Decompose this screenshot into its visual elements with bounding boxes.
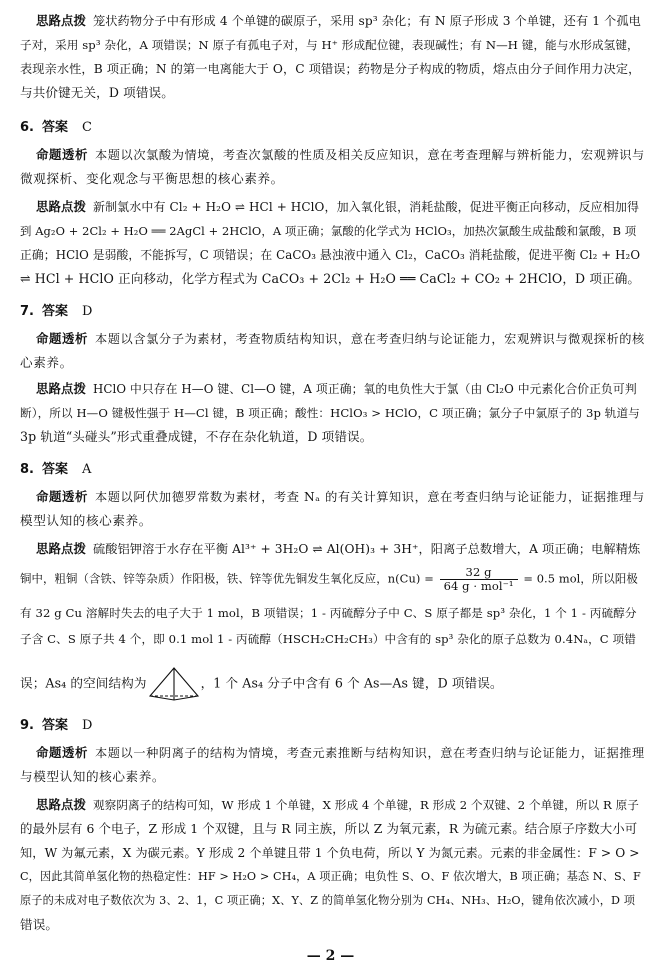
ncu-fraction: [440, 566, 518, 593]
q7-si-label: 思路点拨: [36, 381, 86, 396]
q7-si-line-2: 断），所以 H—O 键极性强于 H—Cl 键，B 项正确；酸性：HClO₃ > HClO，C 项正确；氯分子中氯原子的 3p 轨道与: [20, 406, 640, 420]
q5-si-line-1: 思路点拨 笼状药物分子中有形成 4 个单键的碳原子，采用 sp³ 杂化；有 N 原子形成 3 个单键，还有 1 个孤电: [36, 13, 641, 28]
q6-si-line-4: ⇌ HCl + HClO 正向移动，化学方程式为 CaCO₃ + 2Cl₂ + H₂O ══ CaCl₂ + CO₂ + 2HClO，D 项正确。: [20, 271, 641, 286]
as4-tetrahedron-diagram: [147, 666, 201, 702]
q6-answer-label: 答案: [41, 120, 68, 135]
q6-tou-line-2: 微观探析、变化观念与平衡思想的核心素养。: [20, 171, 284, 186]
q7-si-line-1: 思路点拨 HClO 中只存在 H—O 键、Cl—O 键，A 项正确；氧的电负性大于氯（由 Cl₂O 中元素化合价正负可判: [36, 381, 637, 396]
q6-si-line-1: 思路点拨 新制氯水中有 Cl₂ + H₂O ⇌ HCl + HClO，加入氧化银，消耗盐酸，促进平衡正向移动，反应相加得: [36, 199, 640, 214]
q5-si-label: 思路点拨: [36, 13, 86, 28]
q9-heading: [20, 714, 92, 733]
q8-tou-label: 命题透析: [36, 489, 88, 504]
q9-si-line-2: 的最外层有 6 个电子，Z 形成 1 个双键，且与 R 同主族，所以 Z 为氧元素，R 为硫元素。结合原子序数大小可: [20, 821, 638, 836]
q8-number: 8.: [20, 462, 34, 477]
page-number: — 2 —: [306, 948, 355, 964]
q6-tou-line-1: 命题透析 本题以次氯酸为情境，考查次氯酸的性质及相关反应知识，意在考查理解与辨析能力，宏观辨识与: [36, 147, 645, 162]
q6-number: 6.: [20, 120, 34, 135]
q8-answer: A: [82, 462, 92, 477]
q9-si-label: 思路点拨: [36, 797, 86, 812]
fraction-numerator: 32 g: [440, 566, 518, 580]
q8-tou-line-2: 模型认知的核心素养。: [20, 513, 152, 528]
q7-answer: D: [82, 304, 93, 319]
q7-tou-line-2: 心素养。: [20, 355, 73, 370]
q8-tou-line-1: 命题透析 本题以阿伏加德罗常数为素材，考查 Nₐ 的有关计算知识，意在考查归纳与论证能力，证据推理与: [36, 489, 645, 504]
q8-si-line-2: 铜中，粗铜（含铁、锌等杂质）作阳极，铁、锌等优先铜发生氧化反应，n(Cu) = $\frac{32 g}{\text{64 g · mol⁻¹}}$ = 0.5 mol，所以阳极: [20, 565, 638, 593]
q5-si-line-3: 表现亲水性，B 项正确；N 的第一电离能大于 O，C 项错误；药物是分子构成的物质，熔点由分子间作用力决定，: [20, 62, 641, 76]
q5-si-line-2: 子对，采用 sp³ 杂化，A 项错误；N 原子有孤电子对，与 H⁺ 形成配位键，表现碱性；有 N—H 键，能与水形成氢键，: [20, 38, 639, 52]
q9-si-line-3: 知，W 为氟元素，X 为碳元素。Y 形成 2 个单键且带 1 个负电荷，所以 Y 为氮元素。元素的非金属性：F > O >: [20, 846, 640, 860]
q9-answer: D: [82, 718, 93, 733]
q6-tou-label: 命题透析: [36, 147, 88, 162]
q9-si-line-6: 错误。: [20, 917, 59, 932]
q8-answer-label: 答案: [41, 462, 68, 477]
q6-si-label: 思路点拨: [36, 199, 86, 214]
q8-si-line-5: 误；As₄ 的空间结构为 ，1 个 As₄ 分子中含有 6 个 As—As 键，D 项错误。: [20, 666, 645, 702]
q9-si-line-4: C，因此其简单氢化物的热稳定性：HF > H₂O > CH₄，A 项正确；电负性 S、O、F 依次增大，B 项正确；基态 N、S、F: [20, 870, 641, 883]
q8-heading: [20, 458, 91, 477]
q9-number: 9.: [20, 718, 34, 733]
q7-number: 7.: [20, 304, 34, 319]
q7-si-line-3: 3p 轨道“头碰头”形式重叠成键，不存在杂化轨道，D 项错误。: [20, 429, 373, 444]
q9-tou-line-2: 与模型认知的核心素养。: [20, 769, 166, 784]
q7-answer-label: 答案: [41, 304, 68, 319]
q7-heading: [20, 300, 92, 319]
q6-si-line-2: 到 Ag₂O + 2Cl₂ + H₂O ══ 2AgCl + 2HClO，A 项正确；氯酸的化学式为 HClO₃，加热次氯酸生成盐酸和氯酸，B 项: [20, 224, 637, 238]
q9-si-line-1: 思路点拨 观察阴离子的结构可知，W 形成 1 个单键，X 形成 4 个单键，R 形成 2 个双键、2 个单键，所以 R 原子: [36, 797, 639, 812]
q7-tou-label: 命题透析: [36, 331, 88, 346]
q6-answer: C: [82, 120, 92, 135]
q5-si-line-4: 与共价键无关，D 项错误。: [20, 85, 174, 100]
q8-si-line-4: 子含 C、S 原子共 4 个，即 0.1 mol 1 - 丙硫醇（HSCH₂CH₂CH₃）中含有的 sp³ 杂化的原子总数为 0.4Nₐ，C 项错: [20, 632, 636, 646]
q8-si-label: 思路点拨: [36, 541, 86, 556]
q8-si-line-3: 有 32 g Cu 溶解时失去的电子大于 1 mol，B 项错误；1 - 丙硫醇分子中 C、S 原子都是 sp³ 杂化，1 个 1 - 丙硫醇分: [20, 606, 637, 620]
q9-tou-label: 命题透析: [36, 745, 88, 760]
q7-tou-line-1: 命题透析 本题以含氯分子为素材，考查物质结构知识，意在考查归纳与论证能力，宏观辨识与微观探析的核: [36, 331, 645, 346]
q9-si-line-5: 原子的未成对电子数依次为 3、2、1，C 项正确；X、Y、Z 的简单氢化物分别为 CH₄、NH₃、H₂O，键角依次减小，D 项: [20, 894, 636, 907]
q9-answer-label: 答案: [41, 718, 68, 733]
q9-tou-line-1: 命题透析 本题以一种阴离子的结构为情境，考查元素推断与结构知识，意在考查归纳与论证能力，证据推理: [36, 745, 645, 760]
q6-heading: [20, 116, 92, 135]
q6-si-line-3: 正确；HClO 是弱酸，不能拆写，C 项错误；在 CaCO₃ 悬浊液中通入 Cl₂，CaCO₃ 消耗盐酸，促进平衡 Cl₂ + H₂O: [20, 248, 641, 262]
fraction-denominator: 64 g · mol⁻¹: [443, 579, 514, 593]
q8-si-line-1: 思路点拨 硫酸铝钾溶于水存在平衡 Al³⁺ + 3H₂O ⇌ Al(OH)₃ + 3H⁺，阳离子总数增大，A 项正确；电解精炼: [36, 541, 641, 556]
